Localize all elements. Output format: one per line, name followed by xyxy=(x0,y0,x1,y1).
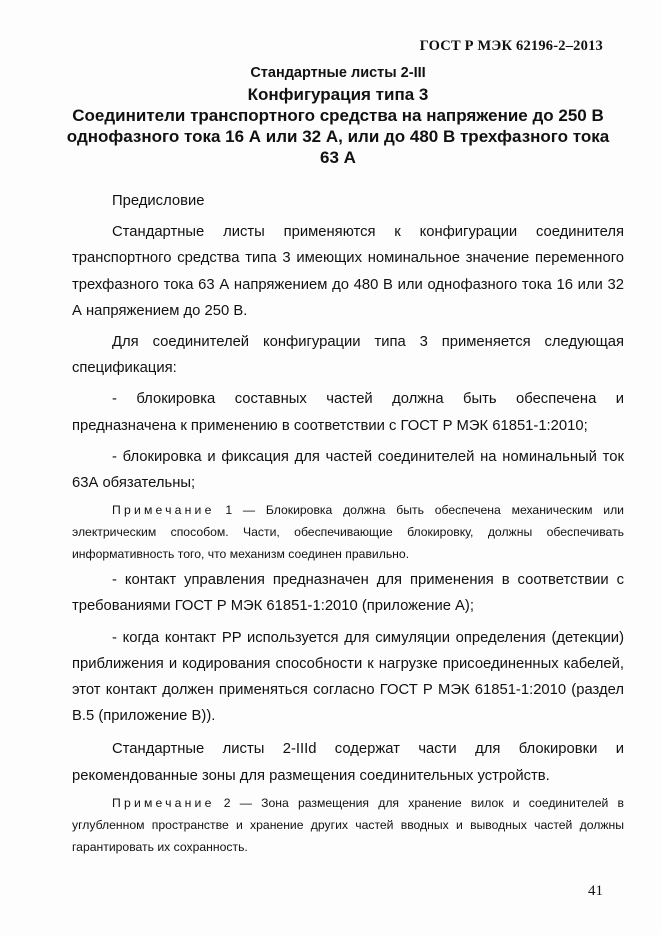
document-body xyxy=(72,188,624,860)
document-code: ГОСТ Р МЭК 62196-2–2013 xyxy=(419,38,603,54)
section-title-block xyxy=(56,62,620,168)
note-2 xyxy=(72,792,624,858)
configuration-title: Конфигурация типа 3 xyxy=(247,85,429,104)
paragraph-specification: Для соединителей конфигурации типа 3 применяется следующая спецификация: xyxy=(72,334,624,377)
connector-title: Соединители транспортного средства на напряжение до 250 В однофазного тока 16 А или 32 А, или до 480 В трехфазного тока 63 А xyxy=(66,106,610,167)
foreword-heading: Предисловие xyxy=(112,193,205,209)
list-item-fixation: - блокировка и фиксация для частей соединителей на номинальный ток 63А обязательны; xyxy=(72,448,624,492)
page-number: 41 xyxy=(588,883,603,899)
note-2-text: 2 — Зона размещения для хранение вилок и соединителей в углубленном пространстве и хранение других частей вводных и выводных частей должны гарантировать их сохранность. xyxy=(72,795,624,854)
paragraph-sheets-2-iiid: Стандартные листы 2-IIId содержат части для блокировки и рекомендованные зоны для размещения соединительных устройств. xyxy=(72,741,624,784)
note-1-label: Примечание xyxy=(112,503,215,518)
note-2-label: Примечание xyxy=(112,795,215,810)
note-1-text: 1 — Блокировка должна быть обеспечена механическим или электрическим способом. Части, обеспечивающие блокировку, должны обеспечивать информативность того, что механизм соединен правильно. xyxy=(72,503,624,562)
standard-sheets-title: Стандартные листы 2-III xyxy=(250,65,426,81)
list-item-pp-contact: - когда контакт PP используется для симуляции определения (детекции) приближения и кодирования способности к нагрузке присоединенных кабелей, этот контакт должен применяться согласно ГОСТ Р МЭК 61851-1:2010 (раздел В.5 (приложение В)). xyxy=(72,629,624,725)
list-item-control-contact: - контакт управления предназначен для применения в соответствии с требованиями ГОСТ Р МЭК 61851-1:2010 (приложение А); xyxy=(72,572,624,615)
list-item-locking: - блокировка составных частей должна быть обеспечена и предназначена к применению в соответствии с ГОСТ Р МЭК 61851-1:2010; xyxy=(72,391,624,434)
paragraph-scope: Стандартные листы применяются к конфигурации соединителя транспортного средства типа 3 имеющих номинальное значение переменного трехфазного тока 63 А напряжением до 480 В или однофазного тока 16 или 32 А напряжением до 250 В. xyxy=(72,224,624,319)
note-1 xyxy=(72,499,624,565)
